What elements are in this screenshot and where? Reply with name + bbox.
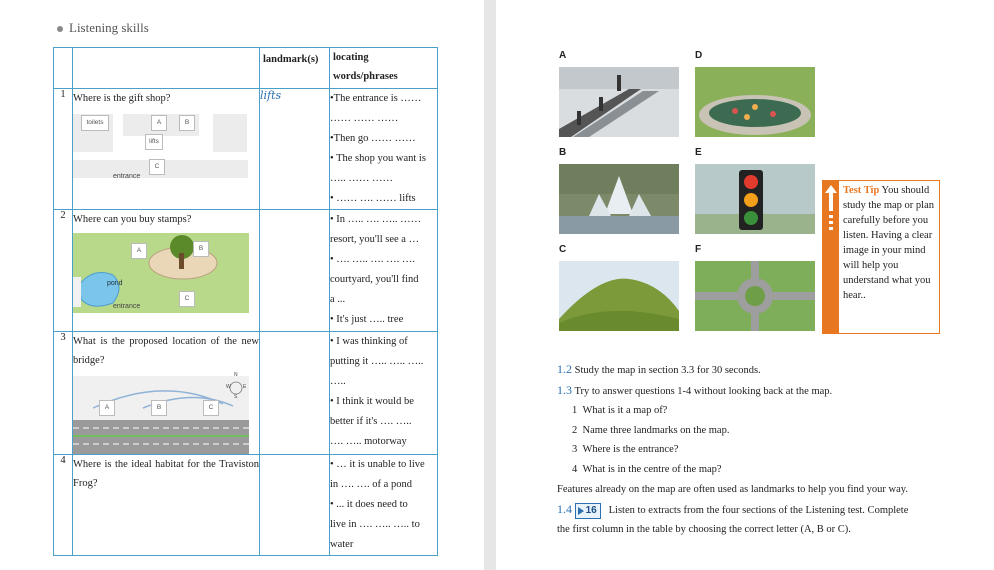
phrase-line: live in …. ….. ….. to	[330, 519, 420, 530]
map-label-b: B	[179, 115, 195, 131]
step-1-4-label: 1.4	[557, 502, 572, 516]
map-label-toilets: toilets	[81, 115, 109, 131]
photo-traffic-light	[695, 164, 815, 234]
phrase-line: …. ….. motorway	[330, 436, 407, 447]
photo-label-e: E	[695, 147, 702, 158]
tip-text	[843, 183, 937, 303]
page-gutter	[484, 0, 496, 570]
audio-track-button[interactable]	[575, 503, 601, 519]
compass-s: S	[234, 394, 238, 400]
map-label-entrance: entrance	[113, 303, 141, 310]
map-label-lifts: lifts	[145, 134, 163, 150]
question-cell	[73, 332, 260, 455]
map-label-entrance: entrance	[113, 173, 141, 180]
compass-e: E	[243, 384, 247, 390]
phrase-line: • … it is unable to live	[330, 459, 425, 470]
listening-table	[53, 47, 438, 556]
phrase-line: in …. …. of a pond	[330, 479, 412, 490]
phrase-line: ….. …… ……	[330, 173, 393, 184]
phrase-line: resort, you'll see a …	[330, 234, 420, 245]
step-1-2-label: 1.2	[557, 362, 572, 376]
phrase-line: courtyard, you'll find	[330, 274, 419, 285]
question-text: Where can you buy stamps?	[73, 214, 192, 225]
question-item-text: Name three landmarks on the map.	[582, 425, 730, 436]
map-bridge	[73, 374, 259, 454]
question-item-text: Where is the entrance?	[582, 444, 679, 455]
up-arrow-icon	[823, 183, 839, 243]
phrase-line: • ... it does need to	[330, 499, 408, 510]
question-num: 4	[572, 464, 578, 475]
photo-roundabout	[695, 261, 815, 331]
map-label-b: B	[193, 241, 209, 257]
header-landmark: landmark(s)	[260, 48, 330, 89]
photo-label-b: B	[559, 147, 567, 158]
landmark-answer: lifts	[260, 89, 330, 210]
section-heading-text: Listening skills	[69, 20, 149, 35]
resort-map-graphic	[73, 233, 249, 313]
section-heading	[57, 20, 149, 36]
question-item-text: What is in the centre of the map?	[582, 464, 722, 475]
photo-hill	[559, 261, 679, 331]
map-label-pond: pond	[107, 280, 123, 287]
step-1-3-label: 1.3	[557, 383, 572, 397]
phrase-line: • The shop you want is	[330, 153, 426, 164]
phrase-line: • In ….. …. ….. ……	[330, 214, 422, 225]
table-header-row	[54, 48, 438, 89]
question-num: 1	[572, 405, 578, 416]
question-num: 3	[572, 444, 578, 455]
step-1-4	[557, 502, 908, 519]
map-label-c: C	[149, 159, 165, 175]
row-number: 2	[54, 210, 73, 332]
tip-sidebar	[823, 181, 839, 333]
question-item	[572, 425, 729, 436]
step-1-4-text: Listen to extracts from the four sections of the Listening test. Complete	[608, 505, 909, 516]
left-page	[0, 0, 484, 570]
step-1-2	[557, 362, 761, 377]
table-row	[54, 210, 438, 332]
phrase-line: a ...	[330, 294, 346, 305]
photo-label-f: F	[695, 244, 702, 255]
table-row	[54, 332, 438, 455]
map-gift-shop	[73, 112, 259, 190]
row-number: 4	[54, 455, 73, 556]
phrases-cell	[330, 89, 438, 210]
phrase-line: • I think it would be	[330, 396, 414, 407]
question-num: 2	[572, 425, 578, 436]
header-phrases: locating words/phrases	[330, 48, 438, 89]
question-text: Where is the gift shop?	[73, 93, 171, 104]
phrase-line: …… …… ……	[330, 113, 399, 124]
question-item	[572, 444, 678, 455]
table-row	[54, 455, 438, 556]
step-1-4-text-2: the first column in the table by choosing the correct letter (A, B or C).	[557, 524, 851, 535]
compass-w: W	[226, 384, 231, 390]
phrase-line: •Then go …… ……	[330, 133, 416, 144]
photo-label-a: A	[559, 50, 567, 61]
map-stamps	[73, 233, 259, 317]
phrase-line: • I was thinking of	[330, 336, 408, 347]
phrases-cell	[330, 332, 438, 455]
question-item-text: What is it a map of?	[582, 405, 668, 416]
row-number: 3	[54, 332, 73, 455]
question-cell	[73, 210, 260, 332]
features-note: Features already on the map are often used as landmarks to help you find your way.	[557, 484, 908, 495]
phrase-line: • …… …. …… lifts	[330, 193, 416, 204]
tip-body: You should study the map or plan carefully before you listen. Having a clear image in your mind will help you understand what you hear..	[843, 185, 934, 301]
phrase-line: better if it's …. …..	[330, 416, 412, 427]
landmark-answer	[260, 455, 330, 556]
landmark-answer	[260, 210, 330, 332]
phrase-line: water	[330, 539, 354, 550]
photo-fountain	[559, 164, 679, 234]
map-label-a: A	[99, 400, 115, 416]
map-label-c: C	[203, 400, 219, 416]
photo-label-d: D	[695, 50, 703, 61]
step-1-2-text: Study the map in section 3.3 for 30 seconds.	[574, 365, 761, 376]
table-row	[54, 89, 438, 210]
tip-title: Test Tip	[843, 185, 880, 196]
step-1-3-text: Try to answer questions 1-4 without looking back at the map.	[574, 386, 833, 397]
map-label-a: A	[151, 115, 167, 131]
phrases-cell	[330, 210, 438, 332]
photo-pond	[695, 67, 815, 137]
bullet-icon	[57, 26, 63, 32]
header-question	[73, 48, 260, 89]
question-cell	[73, 455, 260, 556]
header-num	[54, 48, 73, 89]
photo-label-c: C	[559, 244, 567, 255]
landmark-answer	[260, 332, 330, 455]
row-number: 1	[54, 89, 73, 210]
compass-n: N	[234, 372, 238, 378]
audio-track-number: 16	[585, 504, 597, 516]
map-label-a: A	[131, 243, 147, 259]
test-tip-box	[822, 180, 940, 334]
phrase-line: • It's just ….. tree	[330, 314, 404, 325]
question-text: What is the proposed location of the new bridge?	[73, 336, 259, 366]
question-item	[572, 405, 667, 416]
map-label-b: B	[151, 400, 167, 416]
question-cell	[73, 89, 260, 210]
step-1-3	[557, 383, 832, 398]
phrase-line: • …. ….. …. …. ….	[330, 254, 416, 265]
phrase-line: •The entrance is ……	[330, 93, 422, 104]
photo-escalator	[559, 67, 679, 137]
map-label-c: C	[179, 291, 195, 307]
right-page	[496, 0, 994, 570]
question-text: Where is the ideal habitat for the Traviston Frog?	[73, 459, 259, 489]
phrases-cell	[330, 455, 438, 556]
phrase-line: putting it ….. ….. …..	[330, 356, 424, 367]
question-item	[572, 464, 722, 475]
phrase-line: …..	[330, 376, 346, 387]
